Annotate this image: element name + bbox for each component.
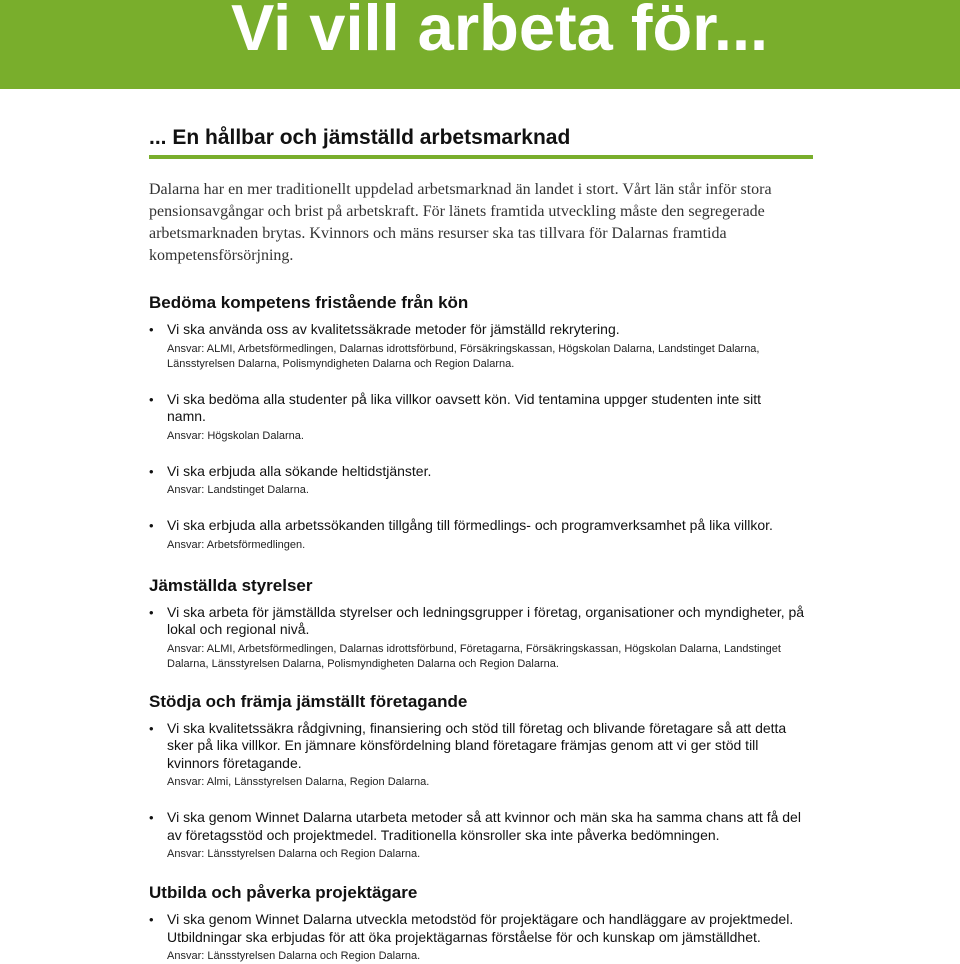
responsibility-value: ALMI, Arbetsförmedlingen, Dalarnas idrottsförbund, Försäkringskassan, Högskolan Dalarna, Landstinget Dalarna, Länsstyrelsen Dalarna, Polismyndigheten Dalarna och Region Dalarna.	[167, 342, 760, 370]
responsibility	[167, 429, 813, 444]
subsection-heading: Utbilda och påverka projektägare	[149, 883, 418, 902]
bullet-icon: •	[149, 463, 154, 479]
item-text: Vi ska arbeta för jämställda styrelser och ledningsgrupper i företag, organisationer och myndigheter, på lokal och regional nivå.	[167, 603, 805, 637]
responsibility-label: Ansvar:	[167, 776, 205, 788]
item-text: Vi ska erbjuda alla arbetssökanden tillgång till förmedlings- och programverksamhet på lika villkor.	[167, 517, 773, 533]
section-divider	[149, 155, 813, 159]
item-list	[149, 604, 813, 672]
intro-paragraph: Dalarna har en mer traditionellt uppdelad arbetsmarknad än landet i stort. Vårt län står inför stora pensionsavgångar och brist på arbetskraft. För länets framtida utveckling måste den segregerade arbetsmarknaden brytas. Kvinnors och mäns resurser ska tas tillvara för Dalarnas framtida kompetensförsörjning.	[149, 181, 772, 264]
responsibility	[167, 847, 813, 862]
item-text: Vi ska genom Winnet Dalarna utarbeta metoder så att kvinnor och män ska ha samma chans att få del av företagsstöd och projektmedel. Traditionella könsroller ska inte påverka bedömningen.	[167, 809, 801, 843]
item-text: Vi ska genom Winnet Dalarna utveckla metodstöd för projektägare och handläggare av projektmedel. Utbildningar ska erbjudas för att öka projektägarnas förståelse för och kunskap om jämställdhet.	[167, 911, 794, 945]
responsibility-label: Ansvar:	[167, 342, 205, 355]
subsection-projektagare	[149, 882, 813, 964]
item-list	[149, 911, 813, 964]
list-item	[149, 463, 813, 499]
responsibility-value: Landstinget Dalarna.	[207, 484, 309, 496]
bullet-icon: •	[149, 518, 154, 533]
responsibility-value: Högskolan Dalarna.	[207, 429, 304, 442]
responsibility-value: Almi, Länsstyrelsen Dalarna, Region Dalarna.	[206, 776, 430, 788]
responsibility-label: Ansvar:	[167, 484, 205, 496]
item-text: Vi ska använda oss av kvalitetssäkrade metoder för jämställd rekrytering.	[167, 321, 620, 337]
subsection-heading: Bedöma kompetens fristående från kön	[149, 293, 469, 312]
bullet-icon: •	[149, 720, 154, 736]
responsibility-label: Ansvar:	[167, 848, 205, 860]
item-text: Vi ska bedöma alla studenter på lika villkor oavsett kön. Vid tentamina uppger studenten inte sitt namn.	[167, 390, 762, 424]
list-item	[149, 809, 813, 862]
responsibility-label: Ansvar:	[167, 429, 205, 442]
item-text: Vi ska kvalitetssäkra rådgivning, finansiering och stöd till företag och blivande företagare så att detta sker på lika villkor. En jämnare könsfördelning bland företagare främjas genom att vi ger stöd till kvinnors företagande.	[167, 719, 787, 771]
responsibility-value: Länsstyrelsen Dalarna och Region Dalarna.	[207, 950, 421, 962]
subsection-heading: Jämställda styrelser	[149, 575, 313, 595]
bullet-icon: •	[149, 912, 154, 927]
item-list	[149, 720, 813, 863]
title-banner	[0, 0, 960, 89]
subsection-heading: Stödja och främja jämställt företagande	[149, 691, 468, 711]
list-item	[149, 391, 813, 444]
bullet-icon: •	[149, 391, 154, 407]
list-item	[149, 604, 813, 672]
responsibility	[167, 342, 813, 372]
subsection-bedoma-kompetens	[149, 292, 813, 553]
section-title: ... En hållbar och jämställd arbetsmarknad	[149, 126, 571, 149]
responsibility	[167, 483, 813, 498]
responsibility	[167, 775, 813, 790]
item-text: Vi ska erbjuda alla sökande heltidstjänster.	[167, 462, 432, 479]
subsection-jamstallt-foretagande	[149, 691, 813, 863]
list-item	[149, 911, 813, 964]
list-item	[149, 517, 813, 553]
responsibility-value: Arbetsförmedlingen.	[206, 538, 306, 551]
bullet-icon: •	[149, 604, 154, 620]
responsibility	[167, 642, 813, 672]
responsibility	[167, 949, 813, 964]
subsection-jamstallda-styrelser	[149, 575, 813, 672]
bullet-icon: •	[149, 322, 154, 337]
main-content	[149, 124, 813, 964]
bullet-icon: •	[149, 810, 154, 825]
responsibility-label: Ansvar:	[167, 950, 205, 962]
responsibility-value: ALMI, Arbetsförmedlingen, Dalarnas idrottsförbund, Företagarna, Försäkringskassan, Högskolan Dalarna, Landstinget Dalarna, Länsstyrelsen Dalarna, Polismyndigheten Dalarna och Region Dalarna.	[167, 642, 781, 670]
page-title: Vi vill arbeta för...	[231, 0, 769, 64]
responsibility-value: Länsstyrelsen Dalarna och Region Dalarna.	[207, 848, 421, 860]
responsibility	[167, 538, 813, 553]
responsibility-label: Ansvar:	[167, 642, 205, 655]
list-item	[149, 321, 813, 372]
list-item	[149, 720, 813, 791]
item-list	[149, 321, 813, 553]
responsibility-label: Ansvar:	[167, 538, 205, 551]
